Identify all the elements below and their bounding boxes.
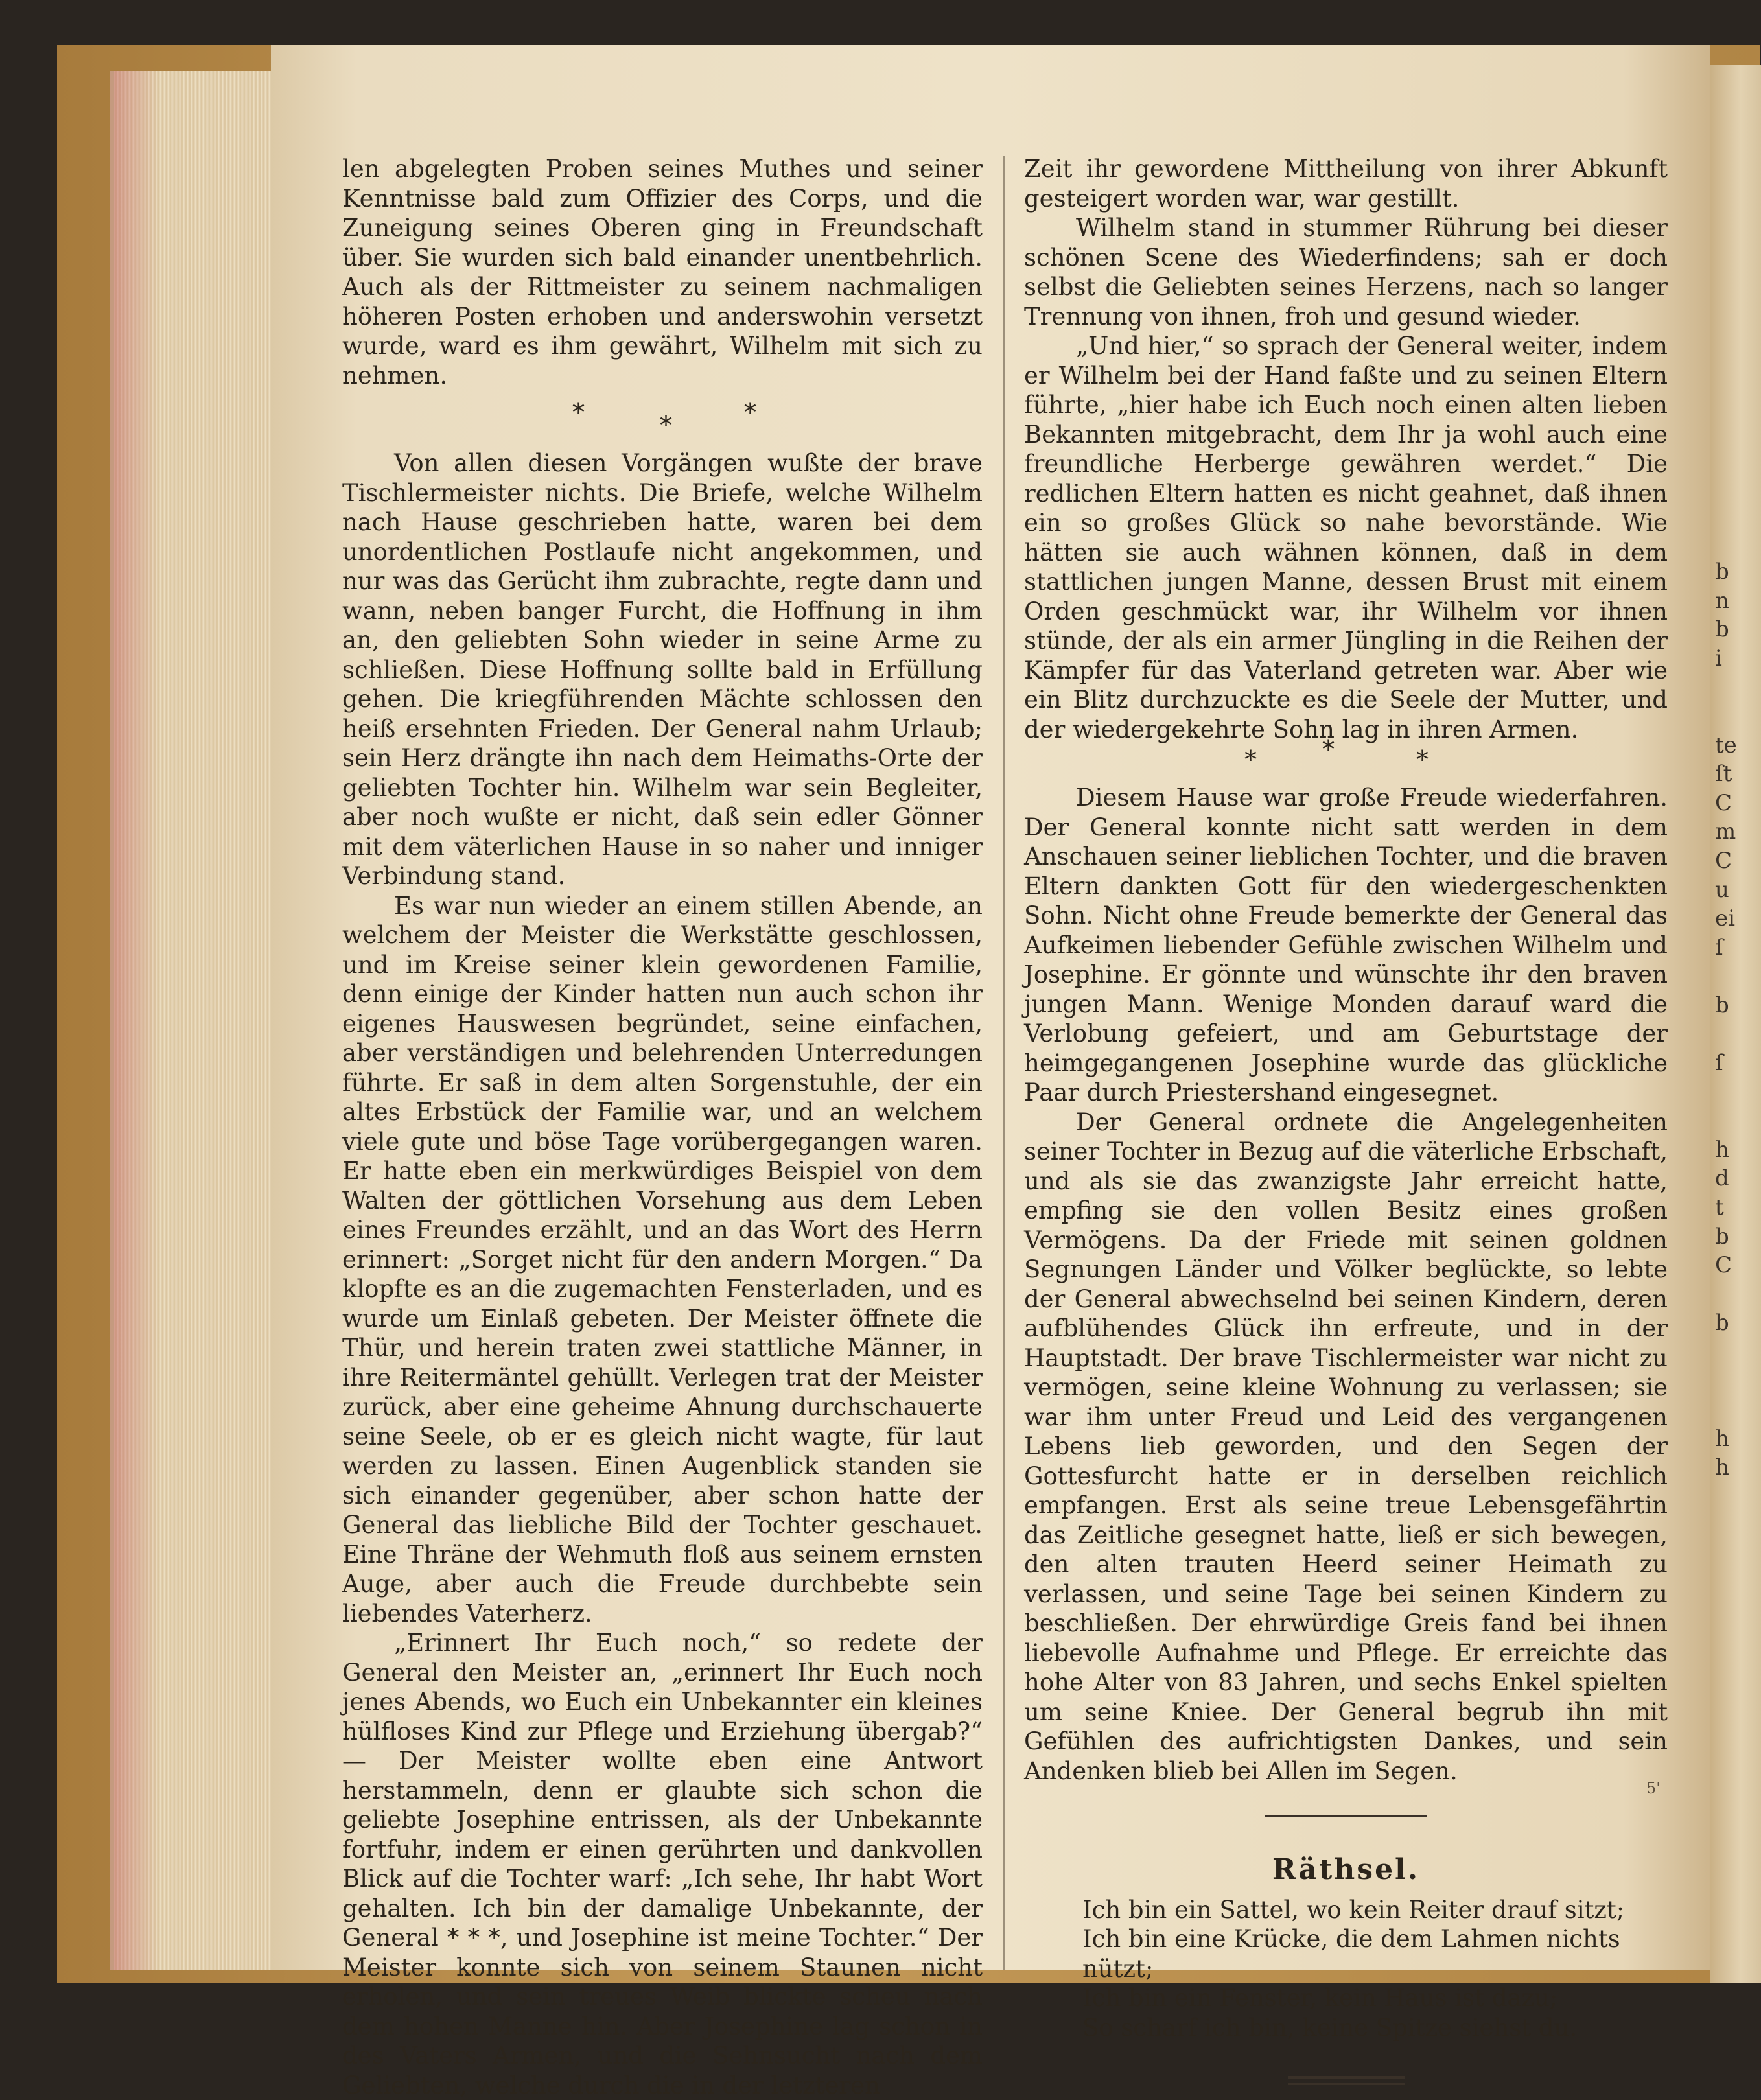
left-paragraph-4: „Erinnert Ihr Euch noch,“ so redete der General den Meister an, „erinnert Ihr Euch noch jenes Abends, wo Euch ein Unbekannter ein kleines hülfloses Kind zur Pflege und Erziehung übergab?“ — Der Meister wollte eben eine Antwort herstammeln, denn er glaubte sich schon die geliebte Josephine entrissen, als der Unbekannte fortfuhr, indem er einen gerührten und dankvollen Blick auf die Tochter warf: „Ich sehe, Ihr habt Wort gehalten. Ich bin der damalige Unbekannte, der General * * *, und Josephine ist meine Tochter.“ Der Meister konnte sich von seinem Staunen nicht erholen, und sein treues Weib blickte scheu nach dem hohen Manne hin. Aber Josephine lag schon in des Vaters Armen, und die Sehnsucht nach dem Geliebten, welche durch die in der letzteren <box>342 1629 983 2099</box>
star: * <box>744 398 756 426</box>
riddle-line: So scharf ich bin, keine Spitze siehst du. <box>1082 2013 1578 2042</box>
star: * <box>1322 735 1335 764</box>
section-stars-right <box>1024 735 1668 783</box>
right-paragraph-4: Diesem Hause war große Freude wiederfahren. Der General konnte nicht satt werden in dem Anschauen seiner lieblichen Tochter, und die braven Eltern dankten Gott für den wiedergeschenkten Sohn. Nicht ohne Freude bemerkte der General das Aufkeimen liebender Gefühle zwischen Wilhelm und Josephine. Er gönnte und wünschte ihr den braven jungen Mann. Wenige Monden darauf ward die Verlobung gefeiert, und am Geburtstage der heimgegangenen Josephine wurde das glückliche Paar durch Priestershand eingesegnet. <box>1024 784 1668 1106</box>
right-paragraph-2: Wilhelm stand in stummer Rührung bei dieser schönen Scene des Wiederfindens; sah er doch selbst die Geliebten seines Herzens, nach so langer Trennung von ihnen, froh und gesund wieder. <box>1024 214 1668 331</box>
riddle-title: Räthsel. <box>1272 1853 1420 1886</box>
star: * <box>660 411 672 439</box>
page-edges <box>110 71 276 1970</box>
section-stars-left <box>342 390 983 449</box>
next-page-edge <box>1710 65 1761 1983</box>
section-divider <box>1265 1815 1427 1817</box>
left-paragraph-2: Von allen diesen Vorgängen wußte der brave Tischlermeister nichts. Die Briefe, welche Wilhelm nach Hause geschrieben hatte, waren bei dem unordentlichen Postlaufe nicht angekommen, und nur was das Gerücht ihm zubrachte, regte dann und wann, neben banger Furcht, die Hoffnung in ihm an, den geliebten Sohn wieder in seine Arme zu schließen. Diese Hoffnung sollte bald in Erfüllung gehen. Die kriegführenden Mächte schlossen den heiß ersehnten Frieden. Der General nahm Urlaub; sein Herz drängte ihn nach dem Heimaths-Orte der geliebten Tochter hin. Wilhelm war sein Begleiter, aber noch wußte er nicht, daß sein edler Gönner mit dem väterlichen Hause in so naher und inniger Verbindung stand. <box>342 449 983 890</box>
right-paragraph-5: Der General ordnete die Angelegenheiten seiner Tochter in Bezug auf die väterliche Erbschaft, und als sie das zwanzigste Jahr erreicht hatte, empfing sie den vollen Besitz eines großen Vermögens. Da der Friede mit seinen goldnen Segnungen Länder und Völker beglückte, so lebte der General abwechselnd bei seinen Kindern, deren aufblühendes Glück ihn erfreute, und in der Hauptstadt. Der brave Tischlermeister war nicht zu vermögen, seine kleine Wohnung zu verlassen; sie war ihm unter Freud und Leid des vergangenen Lebens lieb geworden, und den Segen der Gottesfurcht hatte er in derselben reichlich empfangen. Erst als seine treue Lebensgefährtin das Zeitliche gesegnet hatte, ließ er sich bewegen, den alten trauten Heerd seiner Heimath zu verlassen, und seine Tage bei seinen Kindern zu beschließen. Der ehrwürdige Greis fand bei ihnen liebevolle Aufnahme und Pflege. Er erreichte das hohe Alter von 83 Jahren, und sechs Enkel spielten um seine Kniee. Der General begrub ihn mit Gefühlen des aufrichtigsten Dankes, und sein Andenken blieb bei Allen im Segen. <box>1024 1108 1668 1785</box>
left-column <box>342 154 983 2100</box>
closing-double-rule <box>1288 2076 1405 2085</box>
page-mark: 5' <box>1646 1779 1661 1797</box>
riddle-line: Ich bin ein Fenster, kein Haus ist dazu; <box>1082 1984 1558 2012</box>
right-paragraph-1: Zeit ihr gewordene Mittheilung von ihrer Abkunft gesteigert worden war, war gestillt. <box>1024 155 1668 213</box>
left-paragraph-1: len abgelegten Proben seines Muthes und seiner Kenntnisse bald zum Offizier des Corps, und die Zuneigung seines Oberen ging in Freundschaft über. Sie wurden sich bald einander unentbehrlich. Auch als der Rittmeister zu seinem nachmaligen höheren Posten erhoben und anderswohin versetzt wurde, ward es ihm gewährt, Wilhelm mit sich zu nehmen. <box>342 155 983 390</box>
next-page-text-fragments: b n b i te ſt C m C u ei ſ b ſ h d t b C b h h <box>1715 559 1737 1481</box>
column-rule <box>1003 156 1005 1970</box>
riddle-line: Ich bin ein Sattel, wo kein Reiter drauf sitzt; <box>1082 1895 1625 1924</box>
star: * <box>1244 745 1257 774</box>
star: * <box>1416 745 1429 774</box>
left-paragraph-3: Es war nun wieder an einem stillen Abende, an welchem der Meister die Werkstätte geschlossen, und im Kreise seiner klein gewordenen Familie, denn einige der Kinder hatten nun auch schon ihr eigenes Hauswesen begründet, seine einfachen, aber verständigen und belehrenden Unterredungen führte. Er saß in dem alten Sorgenstuhle, der ein altes Erbstück der Familie war, und an welchem viele gute und böse Tage vorübergegangen waren. Er hatte eben ein merkwürdiges Beispiel von dem Walten der göttlichen Vorsehung aus dem Leben eines Freundes erzählt, und an das Wort des Herrn erinnert: „Sorget nicht für den andern Morgen.“ Da klopfte es an die zugemachten Fensterladen, und es wurde um Einlaß gebeten. Der Meister öffnete die Thür, und herein traten zwei stattliche Männer, in ihre Reitermäntel gehüllt. Verlegen trat der Meister zurück, aber eine geheime Ahnung durchschauerte seine Seele, ob er es gleich nicht wagte, für laut werden zu lassen. Einen Augenblick standen sie sich einander gegenüber, aber schon hatte der General das liebliche Bild der Tochter geschauet. Eine Thräne der Wehmuth floß aus seinem ernsten Auge, aber auch die Freude durchbebte sein liebendes Vaterherz. <box>342 891 983 1628</box>
right-paragraph-3: „Und hier,“ so sprach der General weiter, indem er Wilhelm bei der Hand faßte und zu seinen Eltern führte, „hier habe ich Euch noch einen alten lieben Bekannten mitgebracht, dem Ihr ja wohl auch eine freundliche Herberge gewähren werdet.“ Die redlichen Eltern hatten es nicht geahnet, daß ihnen ein so großes Glück so nahe bevorstände. Wie hätten sie auch wähnen können, daß in dem stattlichen jungen Manne, dessen Brust mit einem Orden geschmückt war, ihr Wilhelm vor ihnen stünde, der als ein armer Jüngling in die Reihen der Kämpfer für das Vaterland getreten war. Aber wie ein Blitz durchzuckte es die Seele der Mutter, und der wiedergekehrte Sohn lag in ihren Armen. <box>1024 332 1668 743</box>
right-column <box>1024 154 1668 2089</box>
riddle-line: Ich bin eine Krücke, die dem Lahmen nichts nützt; <box>1082 1925 1620 1983</box>
star: * <box>572 398 585 426</box>
